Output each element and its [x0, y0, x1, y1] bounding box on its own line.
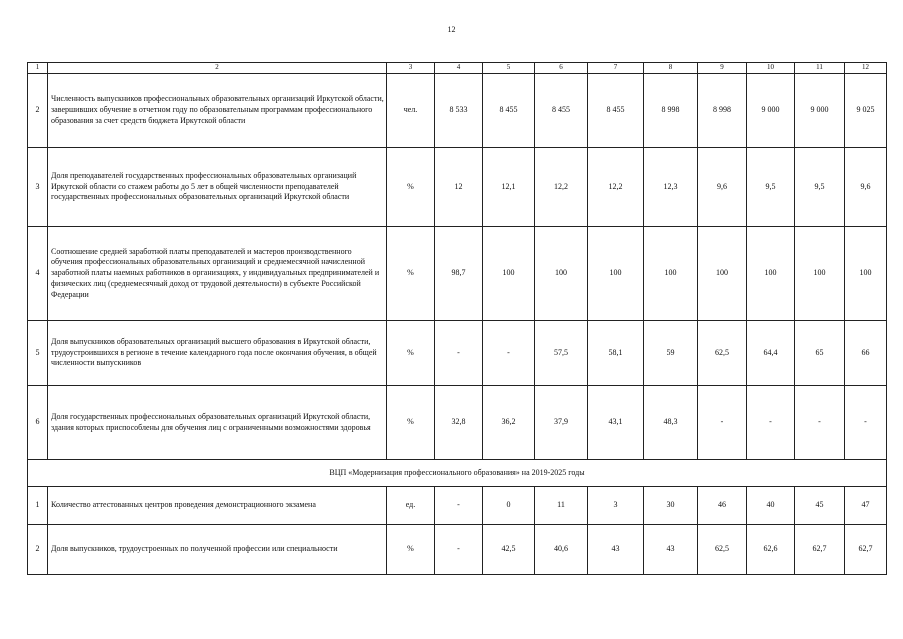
value-cell: 57,5: [535, 321, 588, 386]
table-row: [28, 525, 887, 575]
value-cell: 42,5: [483, 525, 535, 575]
table-row: [28, 148, 887, 227]
column-number-cell: 10: [747, 63, 795, 74]
value-cell: 100: [483, 227, 535, 321]
value-cell: 9,5: [747, 148, 795, 227]
value-cell: 8 455: [483, 74, 535, 148]
value-cell: 32,8: [435, 386, 483, 460]
value-cell: 0: [483, 487, 535, 525]
column-number-cell: 2: [48, 63, 387, 74]
table-row: [28, 386, 887, 460]
value-cell: 8 998: [644, 74, 698, 148]
row-number-cell: 1: [28, 487, 48, 525]
value-cell: -: [698, 386, 747, 460]
value-cell: 100: [644, 227, 698, 321]
column-number-cell: 12: [845, 63, 887, 74]
section-row: [28, 460, 887, 487]
value-cell: 45: [795, 487, 845, 525]
unit-cell: %: [387, 321, 435, 386]
value-cell: 43: [588, 525, 644, 575]
value-cell: 59: [644, 321, 698, 386]
value-cell: 65: [795, 321, 845, 386]
value-cell: 43: [644, 525, 698, 575]
value-cell: 100: [795, 227, 845, 321]
value-cell: 9 000: [795, 74, 845, 148]
value-cell: 9 000: [747, 74, 795, 148]
column-number-cell: 4: [435, 63, 483, 74]
value-cell: 100: [698, 227, 747, 321]
value-cell: 30: [644, 487, 698, 525]
row-number-cell: 2: [28, 74, 48, 148]
value-cell: 100: [535, 227, 588, 321]
value-cell: 47: [845, 487, 887, 525]
unit-cell: %: [387, 525, 435, 575]
value-cell: -: [483, 321, 535, 386]
value-cell: 48,3: [644, 386, 698, 460]
section-title: ВЦП «Модернизация профессионального образования» на 2019-2025 годы: [28, 460, 887, 487]
value-cell: -: [435, 321, 483, 386]
unit-cell: %: [387, 148, 435, 227]
row-number-cell: 4: [28, 227, 48, 321]
value-cell: 46: [698, 487, 747, 525]
column-number-cell: 5: [483, 63, 535, 74]
value-cell: 100: [588, 227, 644, 321]
value-cell: 8 998: [698, 74, 747, 148]
value-cell: 9,6: [845, 148, 887, 227]
value-cell: 62,5: [698, 321, 747, 386]
indicator-name-cell: Доля выпускников, трудоустроенных по полученной профессии или специальности: [48, 525, 387, 575]
table-row: [28, 74, 887, 148]
value-cell: -: [435, 525, 483, 575]
value-cell: -: [747, 386, 795, 460]
value-cell: 12,2: [588, 148, 644, 227]
value-cell: 9 025: [845, 74, 887, 148]
value-cell: 12,3: [644, 148, 698, 227]
column-number-cell: 6: [535, 63, 588, 74]
unit-cell: %: [387, 386, 435, 460]
indicator-name-cell: Доля преподавателей государственных профессиональных образовательных организаций Иркутской области со стажем работы до 5 лет в общей численности преподавателей государственных профессиональных образовательных организаций Иркутской области: [48, 148, 387, 227]
value-cell: 8 455: [535, 74, 588, 148]
value-cell: 12,2: [535, 148, 588, 227]
row-number-cell: 5: [28, 321, 48, 386]
value-cell: 58,1: [588, 321, 644, 386]
indicator-name-cell: Численность выпускников профессиональных образовательных организаций Иркутской области, завершивших обучение в отчетном году по образовательным программам профессионального образования за счет средств бюджета Иркутской области: [48, 74, 387, 148]
value-cell: 64,4: [747, 321, 795, 386]
value-cell: 12,1: [483, 148, 535, 227]
value-cell: -: [795, 386, 845, 460]
value-cell: 43,1: [588, 386, 644, 460]
table-row: [28, 487, 887, 525]
unit-cell: ед.: [387, 487, 435, 525]
value-cell: 100: [845, 227, 887, 321]
value-cell: 9,5: [795, 148, 845, 227]
value-cell: 62,7: [845, 525, 887, 575]
value-cell: 12: [435, 148, 483, 227]
value-cell: 37,9: [535, 386, 588, 460]
column-number-cell: 7: [588, 63, 644, 74]
table-row: [28, 321, 887, 386]
column-number-cell: 1: [28, 63, 48, 74]
column-number-cell: 3: [387, 63, 435, 74]
row-number-cell: 6: [28, 386, 48, 460]
value-cell: 62,6: [747, 525, 795, 575]
value-cell: -: [845, 386, 887, 460]
value-cell: 98,7: [435, 227, 483, 321]
column-number-row: [28, 63, 887, 74]
value-cell: 40,6: [535, 525, 588, 575]
value-cell: 62,7: [795, 525, 845, 575]
indicator-name-cell: Доля выпускников образовательных организаций высшего образования в Иркутской области, трудоустроившихся в регионе в течение календарного года после окончания обучения, в общей численности выпускников: [48, 321, 387, 386]
value-cell: 36,2: [483, 386, 535, 460]
value-cell: 8 455: [588, 74, 644, 148]
value-cell: -: [435, 487, 483, 525]
unit-cell: чел.: [387, 74, 435, 148]
column-number-cell: 9: [698, 63, 747, 74]
indicator-name-cell: Доля государственных профессиональных образовательных организаций Иркутской области, здания которых приспособлены для обучения лиц с ограниченными возможностями здоровья: [48, 386, 387, 460]
value-cell: 100: [747, 227, 795, 321]
value-cell: 40: [747, 487, 795, 525]
unit-cell: %: [387, 227, 435, 321]
row-number-cell: 2: [28, 525, 48, 575]
table-row: [28, 227, 887, 321]
value-cell: 9,6: [698, 148, 747, 227]
page-number: 12: [447, 25, 456, 34]
value-cell: 62,5: [698, 525, 747, 575]
value-cell: 3: [588, 487, 644, 525]
value-cell: 8 533: [435, 74, 483, 148]
value-cell: 66: [845, 321, 887, 386]
column-number-cell: 11: [795, 63, 845, 74]
indicators-table: [27, 62, 887, 575]
row-number-cell: 3: [28, 148, 48, 227]
indicator-name-cell: Соотношение средней заработной платы преподавателей и мастеров производственного обучения профессиональных образовательных организаций и среднемесячной начисленной заработной платы наемных работников в организациях, у индивидуальных предпринимателей и физических лиц (среднемесячный доход от трудовой деятельности) в субъекте Российской Федерации: [48, 227, 387, 321]
column-number-cell: 8: [644, 63, 698, 74]
value-cell: 11: [535, 487, 588, 525]
indicator-name-cell: Количество аттестованных центров проведения демонстрационного экзамена: [48, 487, 387, 525]
